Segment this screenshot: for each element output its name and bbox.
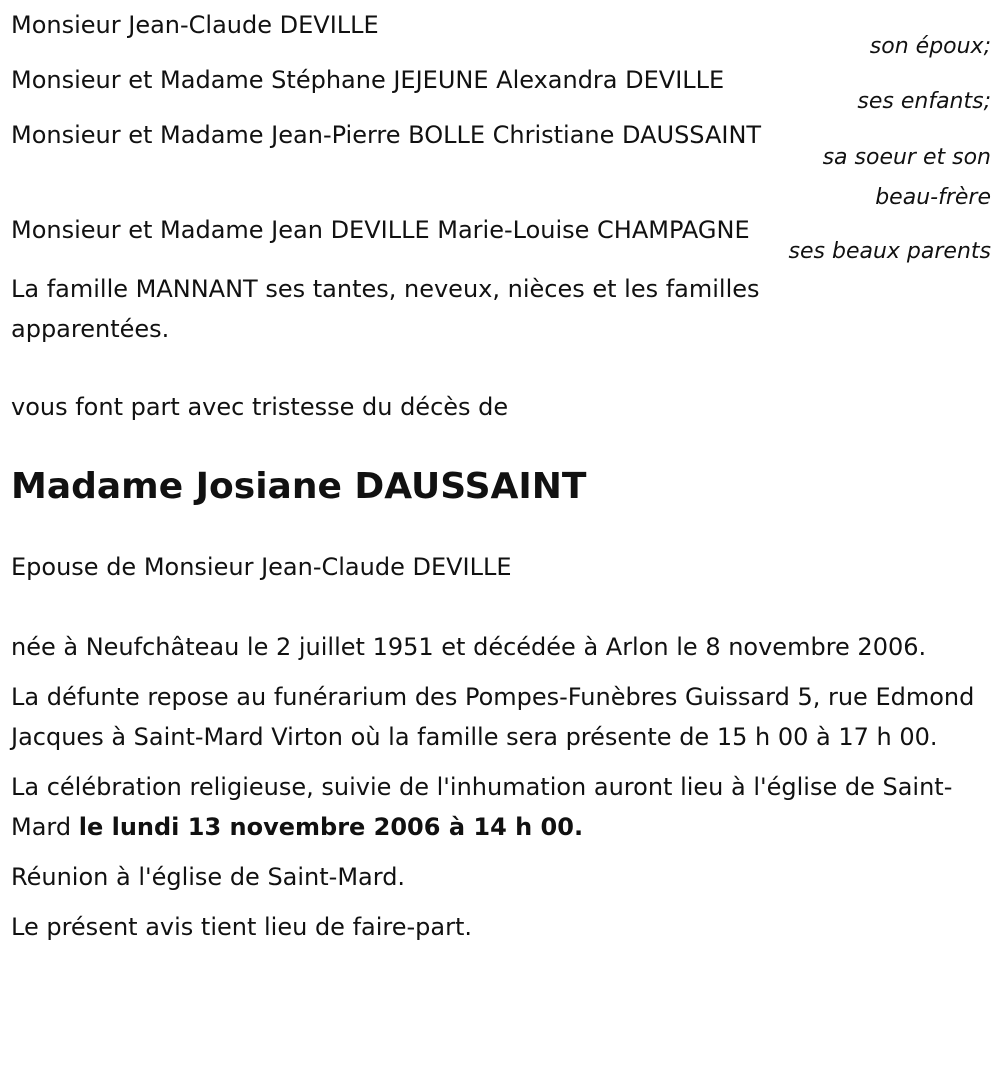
ceremony-info (11, 767, 991, 847)
family-member-role: ses beaux parents (788, 239, 991, 264)
birth-death: née à Neufchâteau le 2 juillet 1951 et décédée à Arlon le 8 novembre 2006. (11, 633, 927, 661)
family-member-role: sa soeur et son beau-frère (822, 145, 991, 210)
obituary-notice (0, 10, 1000, 1088)
notice-text: Le présent avis tient lieu de faire-part. (11, 913, 473, 941)
extended-family: La famille MANNANT ses tantes, neveux, nièces et les familles apparentées. (11, 275, 760, 343)
meeting-info: Réunion à l'église de Saint-Mard. (11, 863, 406, 891)
family-member-role: ses enfants; (857, 89, 991, 114)
family-member-name: Monsieur et Madame Jean DEVILLE Marie-Louise CHAMPAGNE (11, 216, 750, 244)
family-member-name: Monsieur et Madame Jean-Pierre BOLLE Christiane DAUSSAINT (11, 121, 762, 149)
deceased-name: Madame Josiane DAUSSAINT (11, 466, 587, 507)
repose-info: La défunte repose au funérarium des Pompes-Funèbres Guissard 5, rue Edmond Jacques à Saint-Mard Virton où la famille sera présente de 15 h 00 à 17 h 00. (11, 683, 975, 751)
ceremony-date: le lundi 13 novembre 2006 à 14 h 00. (78, 813, 584, 841)
spouse-line: Epouse de Monsieur Jean-Claude DEVILLE (11, 553, 512, 581)
family-member-name: Monsieur et Madame Stéphane JEJEUNE Alexandra DEVILLE (11, 66, 725, 94)
ceremony-text: La célébration religieuse, suivie de l'inhumation auront lieu à l'église de Saint-Mard (11, 773, 953, 841)
family-member-role: son époux; (869, 34, 991, 59)
family-member-name: Monsieur Jean-Claude DEVILLE (11, 11, 379, 39)
announcement: vous font part avec tristesse du décès de (11, 393, 509, 421)
